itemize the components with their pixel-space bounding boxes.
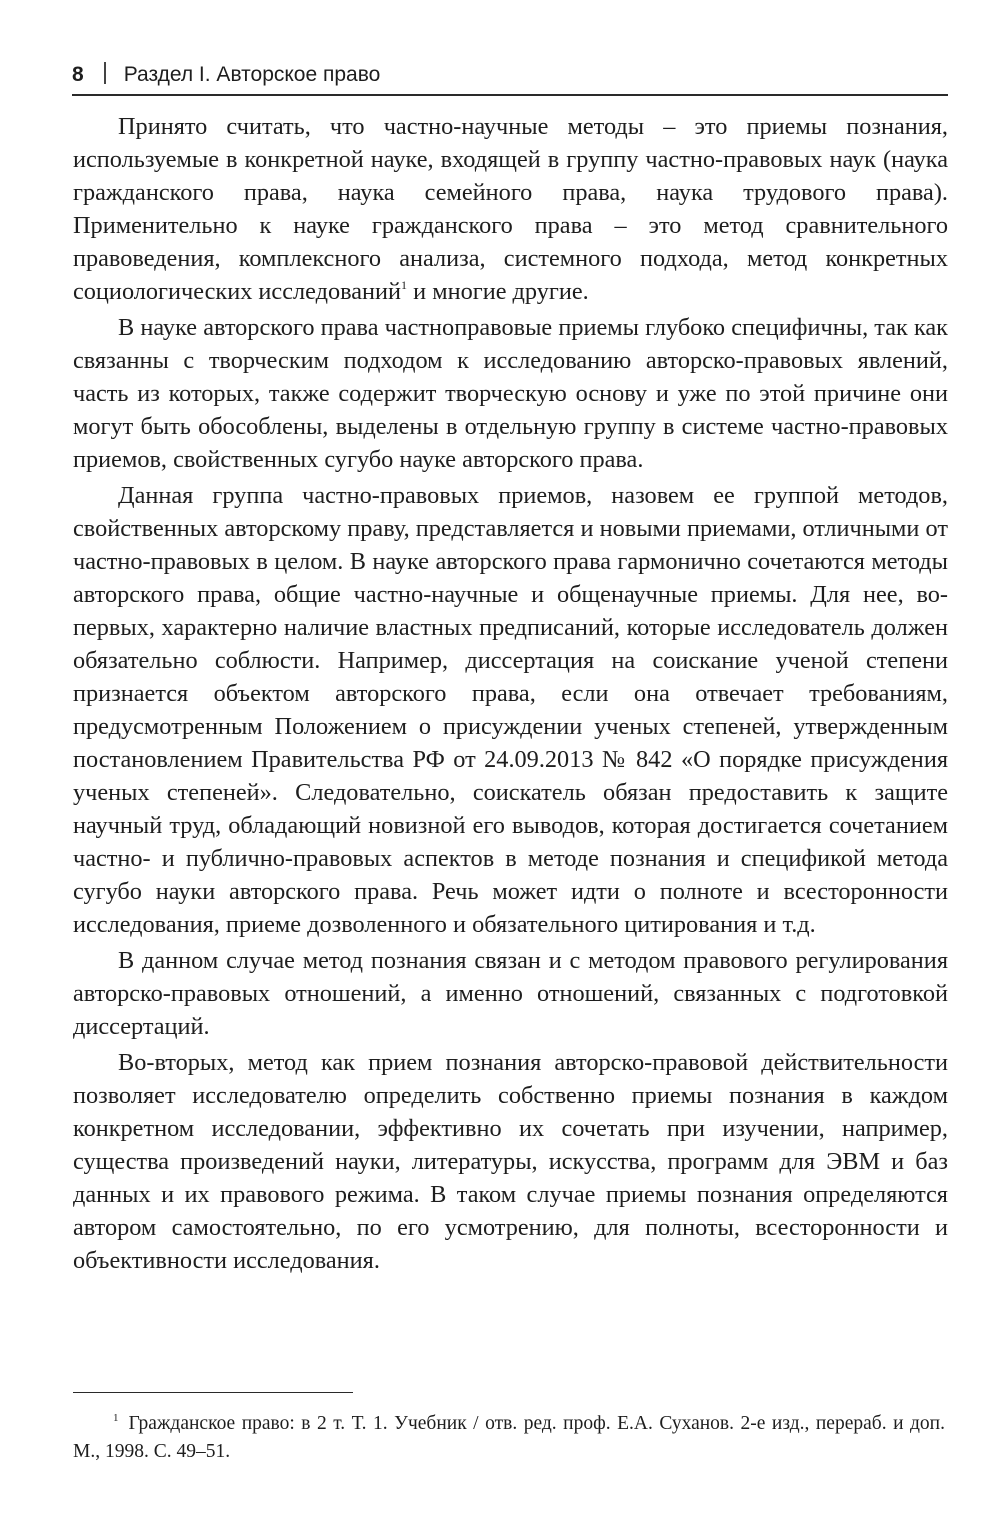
paragraph-1-text: Принято считать, что частно-научные методы – это приемы познания, используемые в конкретной науке, входящей в группу частно-правовых наук (наука гражданского права, наука семейного права, наука трудового права). Применительно к науке гражданского права – это метод сравнительного правоведения, комплексного анализа, системного подхода, метод конкретных социологических исследований bbox=[73, 113, 948, 305]
running-header bbox=[72, 60, 948, 96]
footnote-text: Гражданское право: в 2 т. Т. 1. Учебник / отв. ред. проф. Е.А. Суханов. 2-е изд., перераб. и доп. М., 1998. С. 49–51. bbox=[73, 1413, 945, 1462]
paragraph-4: В данном случае метод познания связан и с методом правового регулирования авторско-правовых отношений, а именно отношений, связанных с подготовкой диссертаций. bbox=[73, 947, 948, 1040]
header-divider bbox=[104, 62, 106, 84]
footnote-separator bbox=[73, 1392, 353, 1393]
paragraph-3: Данная группа частно-правовых приемов, назовем ее группой методов, свойственных авторскому праву, представляется и новыми приемами, отличными от частно-правовых в целом. В науке авторского права гармонично сочетаются методы авторского права, общие частно-научные и общенаучные приемы. Для нее, во-первых, характерно наличие властных предписаний, которые исследователь должен обязательно соблюсти. Например, диссертация на соискание ученой степени признается объектом авторского права, если она отвечает требованиям, предусмотренным Положением о присуждении ученых степеней, утвержденным постановлением Правительства РФ от 24.09.2013 № 842 «О порядке присуждения ученых степеней». Следовательно, соискатель обязан предоставить к защите научный труд, обладающий новизной его выводов, которая достигается сочетанием частно- и публично-правовых аспектов в методе познания и спецификой метода сугубо науки авторского права. Речь может идти о полноте и всесторонности исследования, приеме дозволенного и обязательного цитирования и т.д. bbox=[73, 482, 948, 938]
paragraph-1-tail: и многие другие. bbox=[407, 278, 589, 305]
paragraph-5: Во-вторых, метод как прием познания авторско-правовой действительности позволяет исследователю определить собственно приемы познания в каждом конкретном исследовании, эффективно их сочетать при изучении, например, существа произведений науки, литературы, искусства, программ для ЭВМ и баз данных и их правового режима. В таком случае приемы познания определяются автором самостоятельно, по его усмотрению, для полноты, всесторонности и объективности исследования. bbox=[73, 1049, 948, 1274]
footnote-marker: 1 bbox=[113, 1412, 119, 1424]
paragraph-2: В науке авторского права частноправовые приемы глубоко специфичны, так как связанны с творческим подходом к исследованию авторско-правовых явлений, часть из которых, также содержит творческую основу и уже по этой причине они могут быть обособлены, выделены в отдельную группу в системе частно-правовых приемов, свойственных сугубо науке авторского права. bbox=[73, 314, 948, 473]
main-text bbox=[73, 110, 948, 1280]
footnote bbox=[73, 1404, 945, 1466]
footnote-entry bbox=[73, 1404, 945, 1466]
footnote-reference[interactable]: 1 bbox=[401, 278, 408, 292]
section-title: Раздел I. Авторское право bbox=[123, 63, 381, 86]
page-number: 8 bbox=[72, 63, 84, 86]
paragraph-1 bbox=[73, 110, 948, 308]
